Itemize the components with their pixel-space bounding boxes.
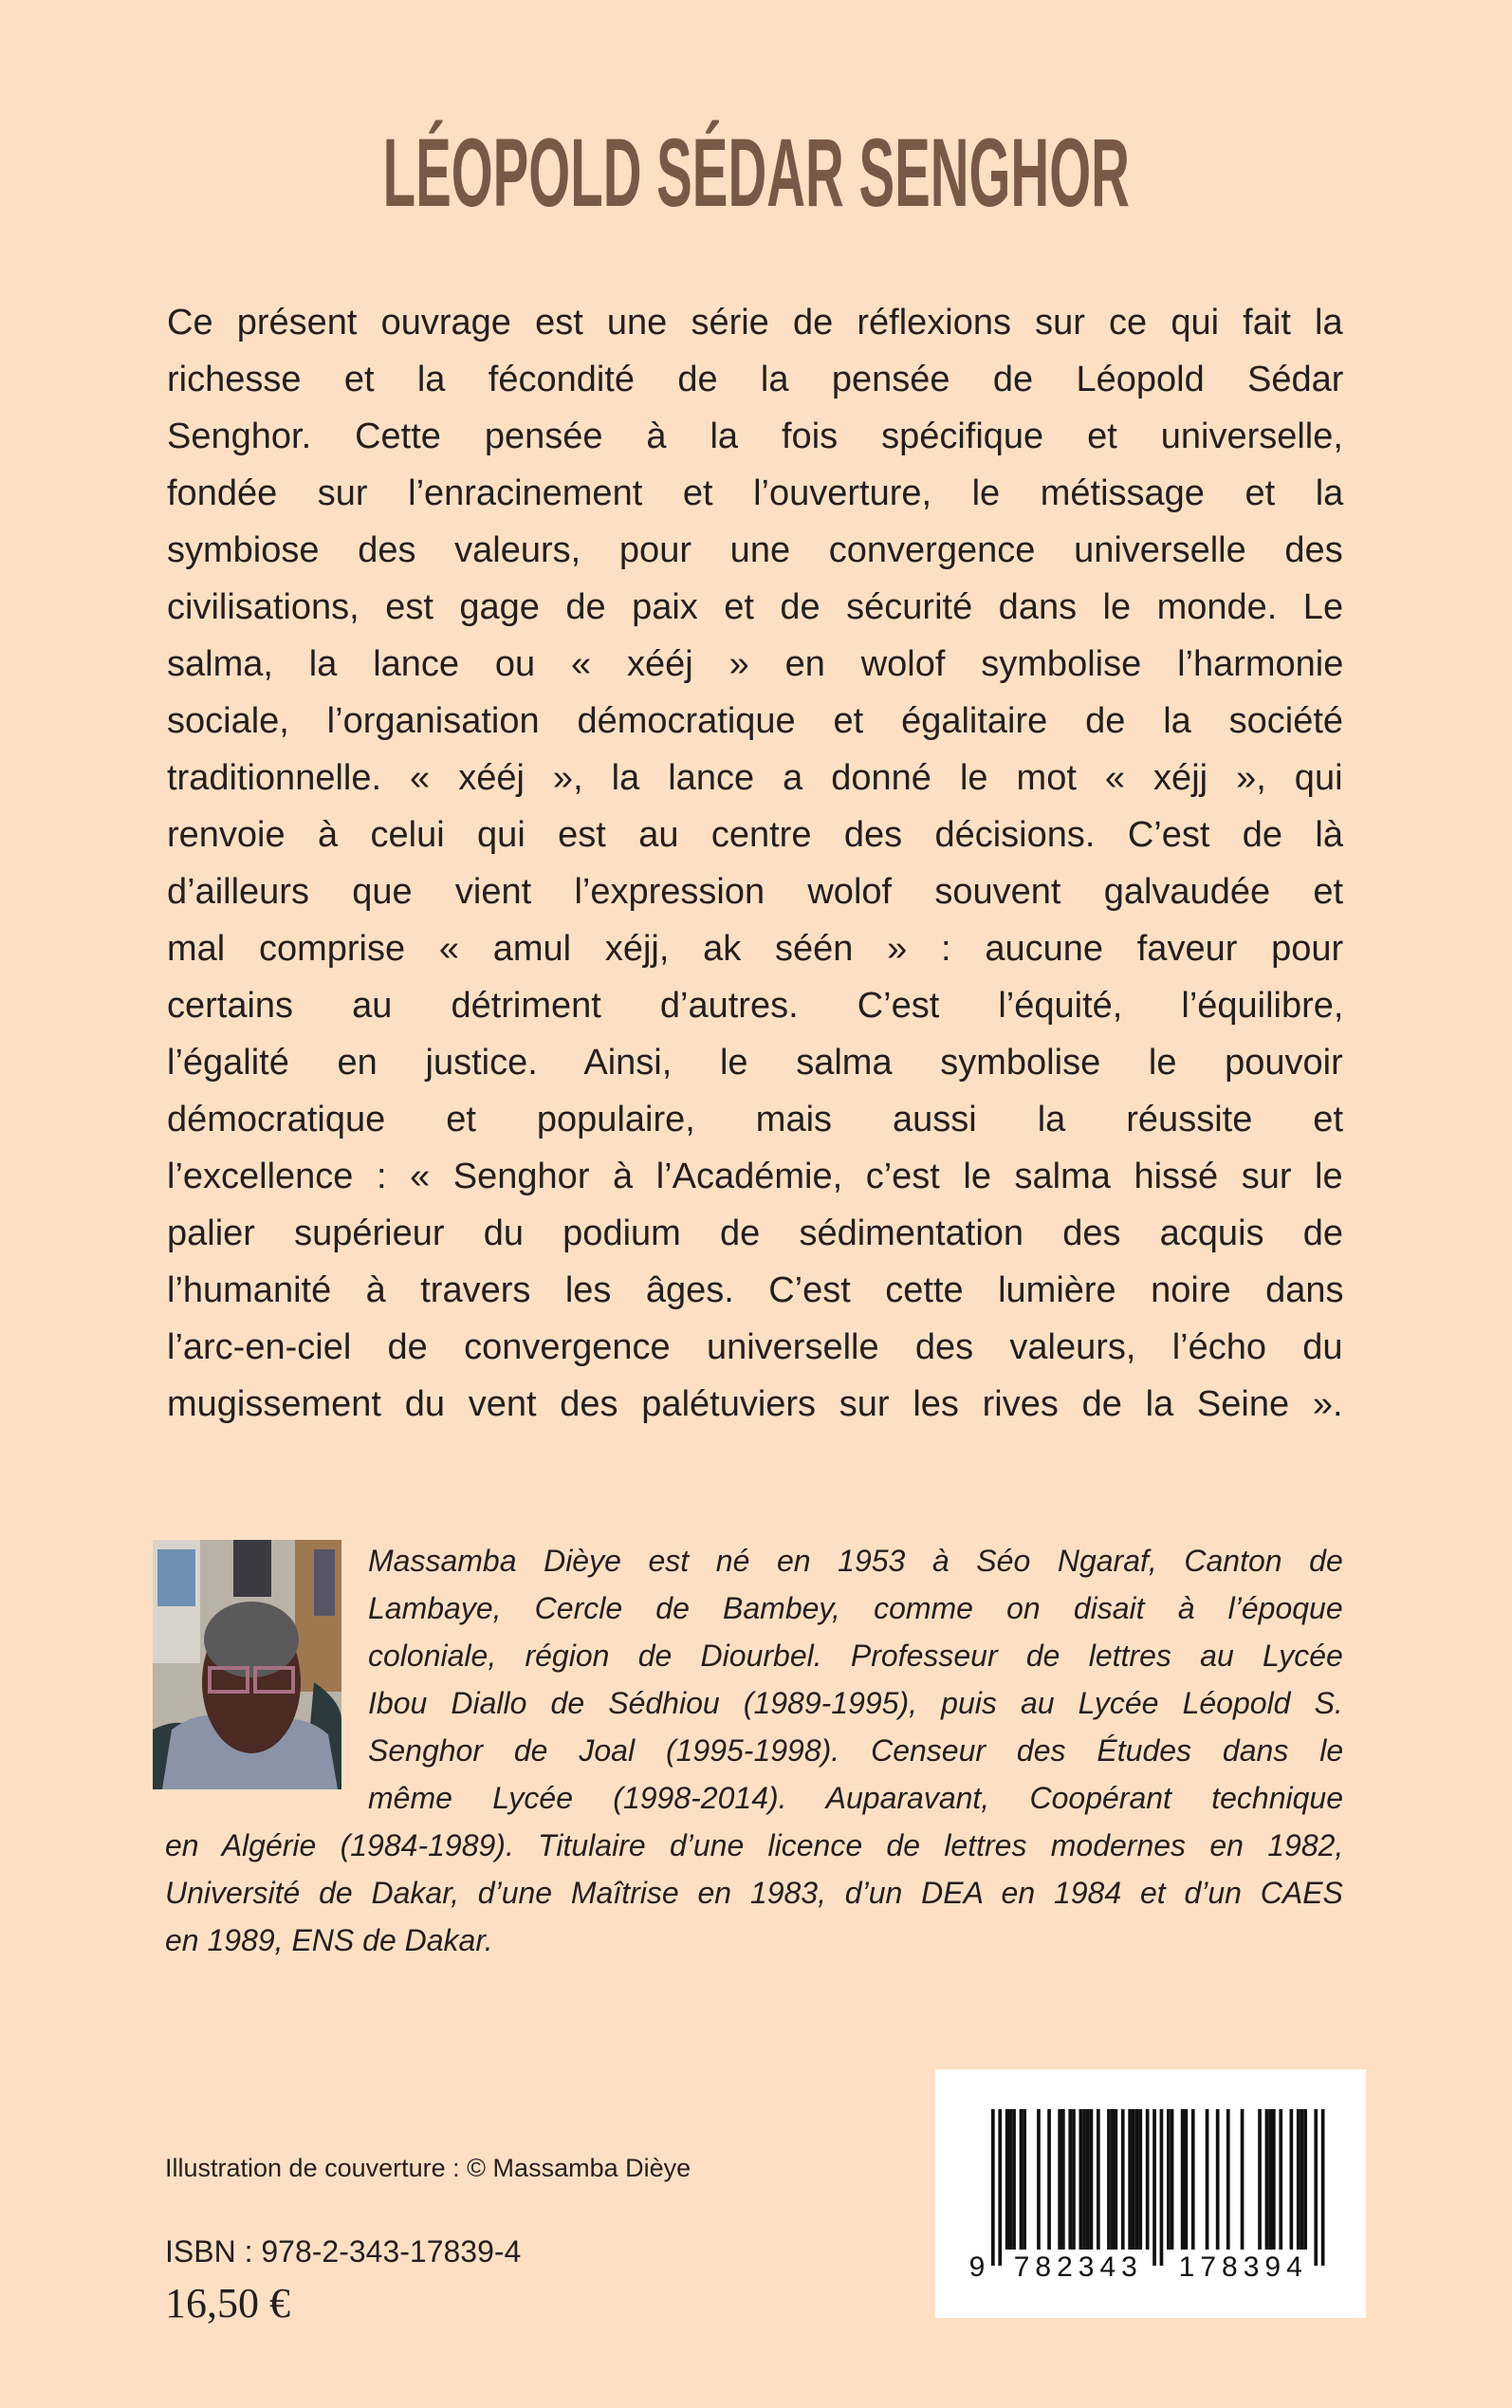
- summary-line-text: d’ailleurs que vient l’expression wolof souvent galvaudée et: [167, 872, 1344, 912]
- barcode-bar: [1152, 2109, 1156, 2266]
- summary-line: [167, 1034, 1343, 1091]
- summary-line-text: Senghor. Cette pensée à la fois spécifique et universelle,: [167, 417, 1343, 456]
- barcode-bar: [1047, 2109, 1051, 2250]
- bio-line-text: coloniale, région de Diourbel. Professeur de lettres au Lycée: [368, 1639, 1343, 1673]
- barcode-bar: [1107, 2109, 1111, 2250]
- cover-illustration-credit: Illustration de couverture : © Massamba Dièye: [165, 2154, 691, 2182]
- barcode-bar: [1132, 2109, 1135, 2250]
- barcode-bar: [1300, 2109, 1304, 2250]
- summary-line-text: l’égalité en justice. Ainsi, le salma symbolise le pouvoir: [167, 1043, 1343, 1083]
- barcode-bar: [1171, 2109, 1174, 2250]
- barcode-bars: [935, 2069, 1366, 2318]
- barcode-bar: [1128, 2109, 1132, 2250]
- summary-line: [167, 977, 1343, 1034]
- author-bio: [165, 1537, 1343, 1964]
- barcode-digits: 782343: [1013, 2251, 1143, 2283]
- summary-line-text: l’arc-en-ciel de convergence universelle des valeurs, l’écho du: [167, 1327, 1343, 1367]
- summary-line: [167, 522, 1343, 579]
- barcode-bar: [1297, 2109, 1300, 2250]
- barcode-bar: [998, 2109, 1002, 2266]
- summary-line: [167, 1205, 1343, 1262]
- summary-line: [167, 351, 1343, 408]
- barcode-bar: [1206, 2109, 1209, 2250]
- barcode-bar: [1321, 2109, 1325, 2266]
- summary-line-text: salma, la lance ou « xééj » en wolof symbolise l’harmonie: [167, 644, 1344, 684]
- book-title: LÉOPOLD SÉDAR SENGHOR: [382, 119, 1130, 227]
- summary-line-text: renvoie à celui qui est au centre des décisions. C’est de là: [167, 815, 1343, 855]
- barcode-bar: [1268, 2109, 1272, 2250]
- price: 16,50 €: [165, 2280, 290, 2326]
- barcode-bar: [1265, 2109, 1269, 2250]
- summary-line: [167, 863, 1343, 920]
- barcode-bar: [1005, 2109, 1009, 2250]
- barcode-bar: [1314, 2109, 1318, 2266]
- barcode-bar: [1012, 2109, 1016, 2250]
- isbn: ISBN : 978-2-343-17839-4: [165, 2234, 522, 2269]
- barcode-digits: 9: [968, 2251, 991, 2283]
- barcode-bar: [1146, 2109, 1150, 2250]
- summary-line-text: démocratique et populaire, mais aussi la réussite et: [167, 1100, 1344, 1139]
- bio-line-text: Lambaye, Cercle de Bambey, comme on disait à l’époque: [368, 1591, 1343, 1625]
- summary-line-text: mal comprise « amul xéjj, ak séén » : aucune faveur pour: [167, 929, 1344, 969]
- bio-line-text: Ibou Diallo de Sédhiou (1989-1995), puis au Lycée Léopold S.: [368, 1686, 1343, 1720]
- barcode-bar: [1226, 2109, 1230, 2250]
- bio-line-text: même Lycée (1998-2014). Auparavant, Coopérant technique: [368, 1781, 1343, 1815]
- barcode-digits: 178394: [1178, 2251, 1308, 2283]
- summary-line-text: Ce présent ouvrage est une série de réflexions sur ce qui fait la: [167, 303, 1343, 343]
- barcode-bar: [1135, 2109, 1139, 2250]
- bio-line-text: Senghor de Joal (1995-1998). Censeur des Études dans le: [368, 1733, 1344, 1768]
- barcode-bar: [1258, 2109, 1262, 2250]
- bio-line: [368, 1774, 1343, 1822]
- summary-line: [167, 750, 1343, 806]
- summary-line-text: symbiose des valeurs, pour une convergence universelle des: [167, 530, 1343, 570]
- book-title-wrap: [0, 119, 1512, 227]
- barcode-bar: [1079, 2109, 1083, 2250]
- barcode-bar: [1097, 2109, 1100, 2250]
- barcode-bar: [1191, 2109, 1195, 2250]
- summary-line: [167, 465, 1343, 522]
- bio-line: [368, 1537, 1343, 1584]
- summary-line: [167, 1262, 1343, 1319]
- summary-line: [167, 636, 1343, 693]
- bio-line: [368, 1727, 1343, 1774]
- summary-line: [167, 408, 1343, 465]
- barcode-bar: [1061, 2109, 1065, 2250]
- barcode-bar: [1272, 2109, 1276, 2250]
- summary-line: [167, 1091, 1343, 1148]
- bio-line: [368, 1679, 1343, 1727]
- barcode-bar: [1072, 2109, 1076, 2250]
- summary-line: [167, 1319, 1343, 1376]
- bio-line: [165, 1822, 1343, 1869]
- summary-line-text: l’humanité à travers les âges. C’est cette lumière noire dans: [167, 1270, 1344, 1310]
- barcode-bar: [1082, 2109, 1086, 2250]
- barcode-bar: [1020, 2109, 1023, 2250]
- summary-line: [167, 920, 1343, 977]
- summary-line-text: sociale, l’organisation démocratique et égalitaire de la société: [167, 701, 1344, 741]
- summary-line: [167, 294, 1343, 351]
- bio-line-text: Université de Dakar, d’une Maîtrise en 1983, d’un DEA en 1984 et d’un CAES: [165, 1876, 1343, 1910]
- summary-line-text: fondée sur l’enracinement et l’ouverture, le métissage et la: [167, 473, 1344, 513]
- summary-line-text: richesse et la fécondité de la pensée de Léopold Sédar: [167, 360, 1344, 399]
- bio-line-text: Massamba Dièye est né en 1953 à Séo Ngaraf, Canton de: [368, 1544, 1343, 1578]
- summary-line-text: mugissement du vent des palétuviers sur les rives de la Seine ».: [167, 1384, 1343, 1424]
- barcode-bar: [1115, 2109, 1118, 2250]
- bio-line: [368, 1632, 1343, 1679]
- barcode-bar: [1111, 2109, 1115, 2250]
- barcode-bar: [1181, 2109, 1185, 2250]
- barcode-bar: [1058, 2109, 1061, 2250]
- barcode-bar: [1160, 2109, 1164, 2266]
- summary-line: [167, 1148, 1343, 1205]
- bio-line: [165, 1869, 1343, 1917]
- barcode-bar: [1216, 2109, 1220, 2250]
- summary-line: [167, 806, 1343, 863]
- barcode-bar: [1241, 2109, 1245, 2250]
- summary-line: [167, 693, 1343, 750]
- barcode-bar: [1185, 2109, 1189, 2250]
- summary-line: [167, 1376, 1343, 1433]
- barcode-bar: [1167, 2109, 1171, 2250]
- bio-line-text: en Algérie (1984-1989). Titulaire d’une licence de lettres modernes en 1982,: [165, 1828, 1344, 1862]
- summary-line-text: civilisations, est gage de paix et de sécurité dans le monde. Le: [167, 587, 1344, 627]
- summary-line-text: palier supérieur du podium de sédimentation des acquis de: [167, 1213, 1343, 1253]
- barcode-bar: [991, 2109, 995, 2266]
- barcode-bar: [1138, 2109, 1142, 2250]
- barcode: [935, 2069, 1366, 2318]
- barcode-bar: [1086, 2109, 1090, 2250]
- bio-line-text: en 1989, ENS de Dakar.: [165, 1923, 493, 1957]
- back-cover-summary: [167, 294, 1343, 1433]
- barcode-bar: [1290, 2109, 1294, 2250]
- summary-line: [167, 579, 1343, 636]
- barcode-bar: [1023, 2109, 1026, 2250]
- barcode-bar: [1009, 2109, 1013, 2250]
- barcode-bar: [1068, 2109, 1072, 2250]
- barcode-bar: [1090, 2109, 1094, 2250]
- summary-line-text: traditionnelle. « xééj », la lance a donné le mot « xéjj », qui: [167, 758, 1343, 798]
- summary-line-text: certains au détriment d’autres. C’est l’équité, l’équilibre,: [167, 986, 1344, 1026]
- barcode-bar: [1303, 2109, 1307, 2250]
- barcode-bar: [1121, 2109, 1125, 2250]
- barcode-bar: [1279, 2109, 1282, 2250]
- barcode-bar: [1037, 2109, 1041, 2250]
- bio-line: [165, 1917, 1343, 1964]
- summary-line-text: l’excellence : « Senghor à l’Académie, c’est le salma hissé sur le: [167, 1157, 1343, 1196]
- bio-line: [368, 1584, 1343, 1632]
